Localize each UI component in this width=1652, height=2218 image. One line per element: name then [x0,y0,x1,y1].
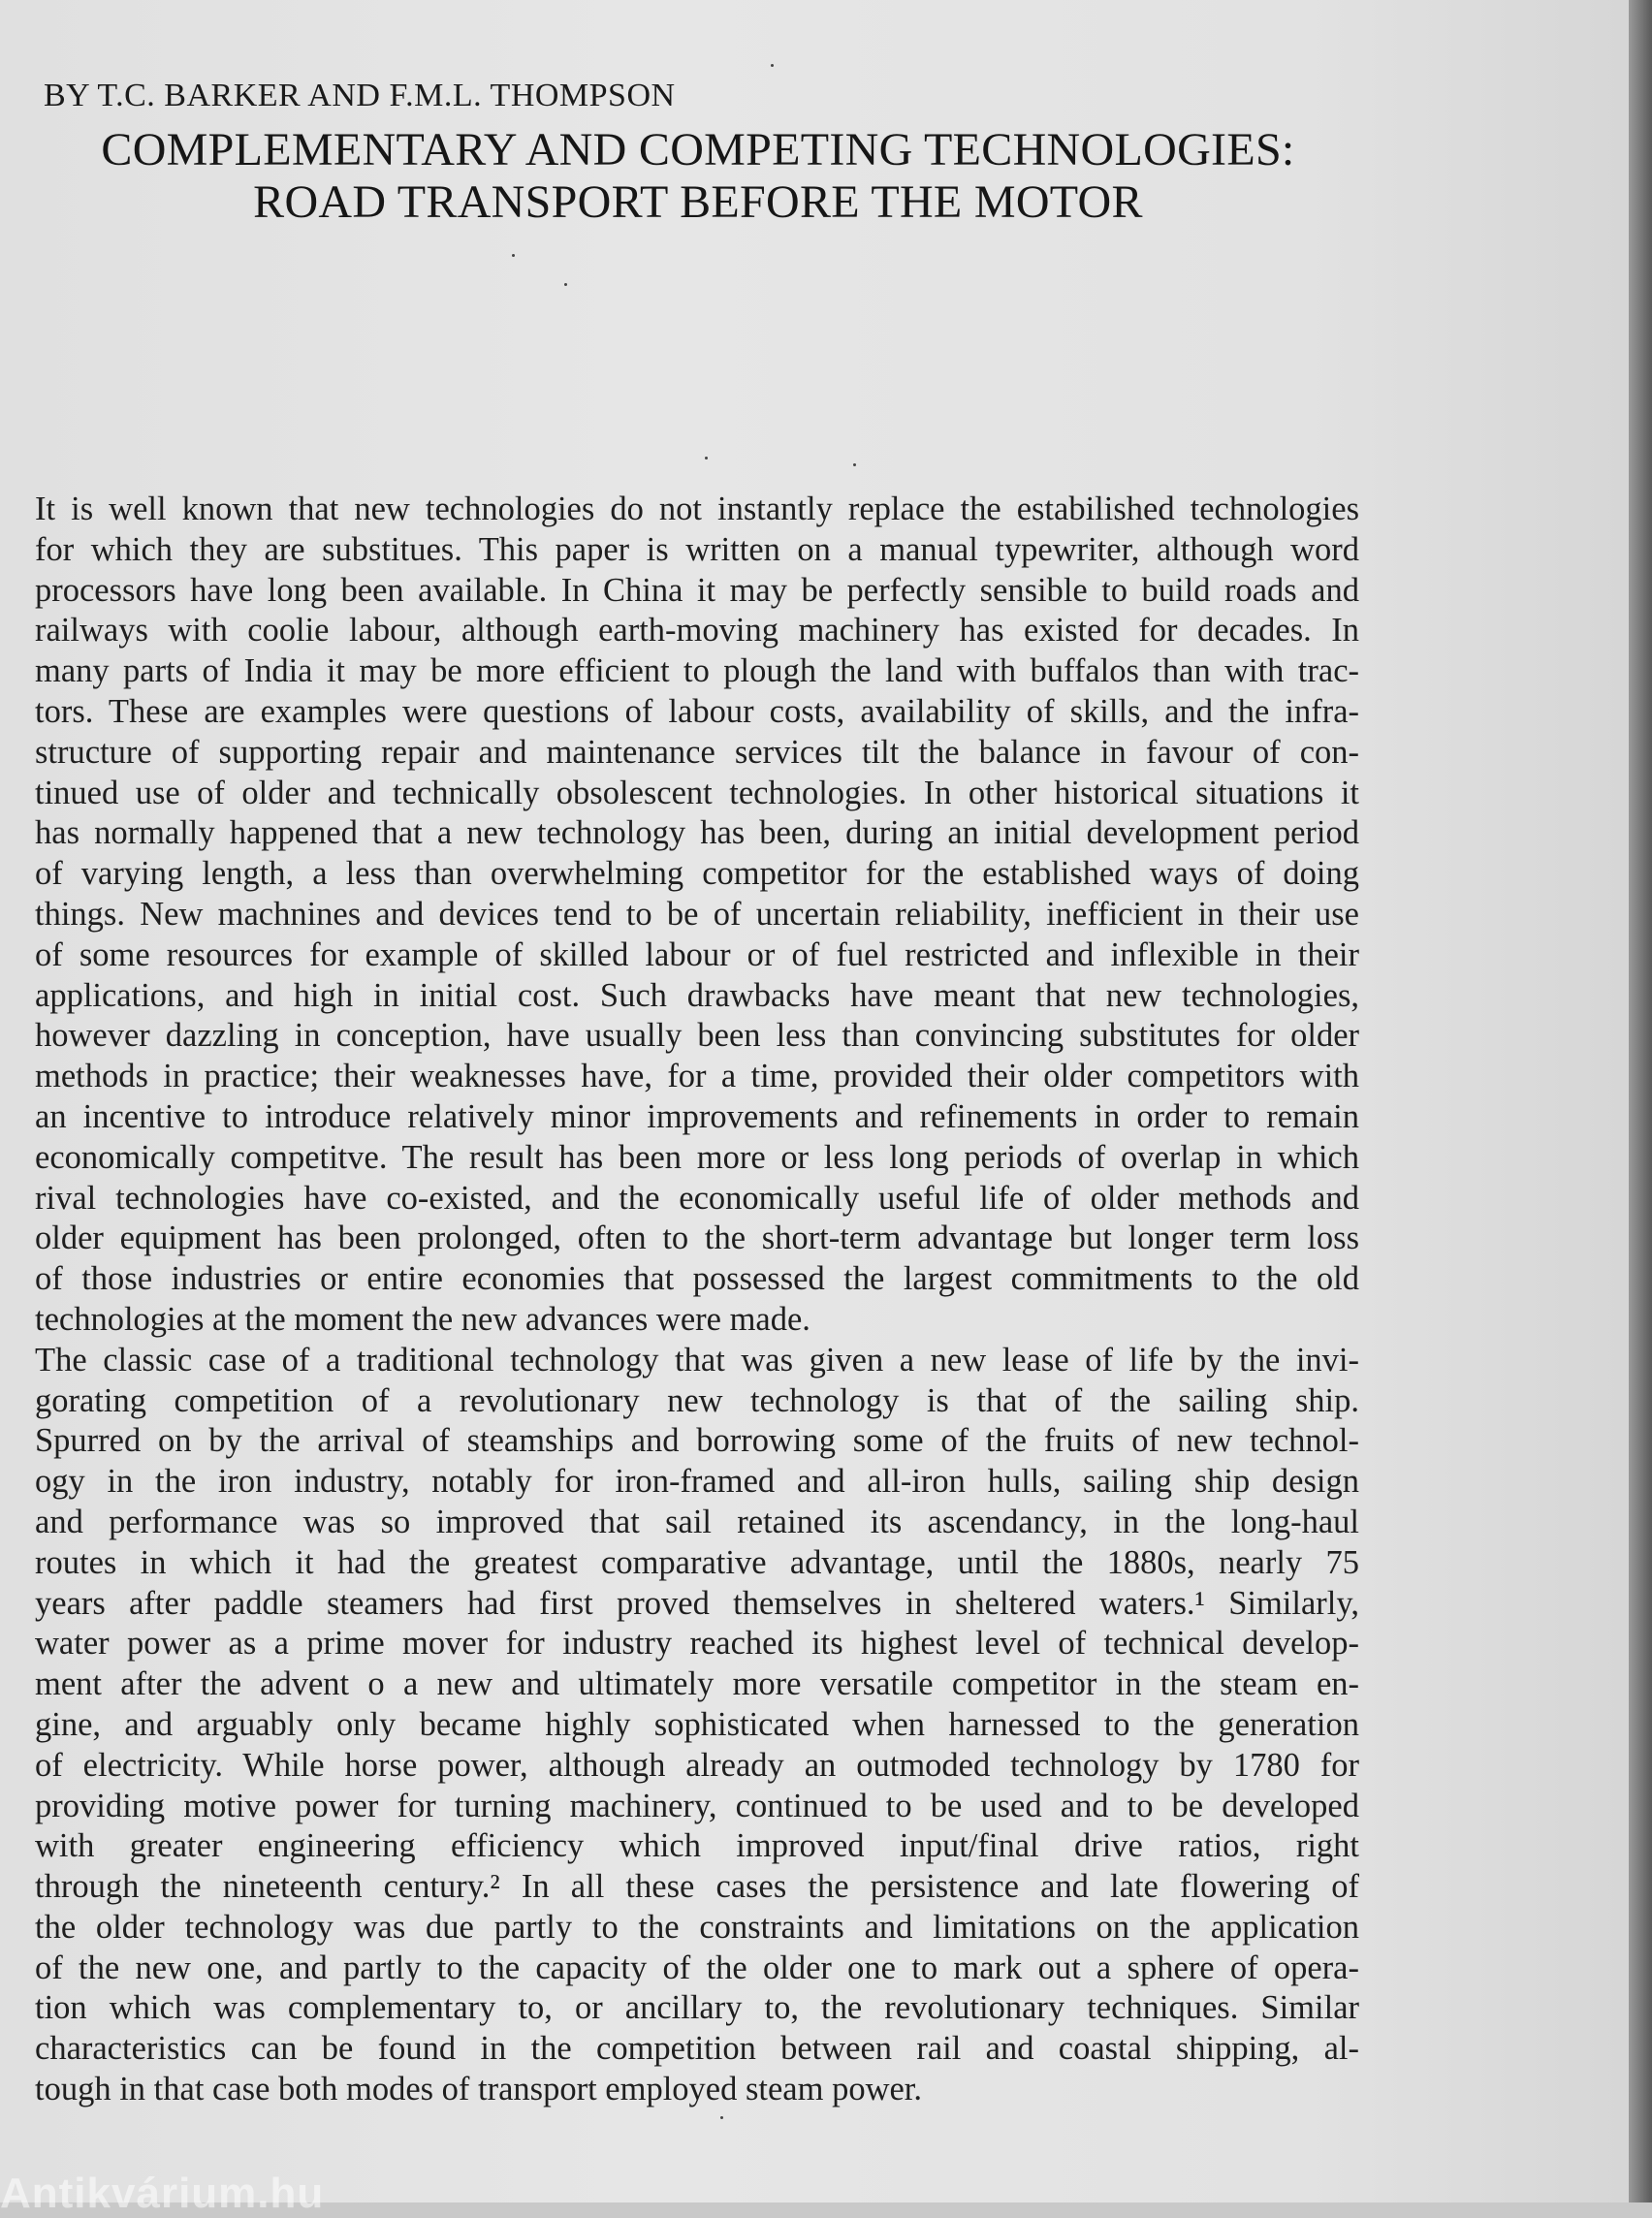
text-line: ogy in the iron industry, notably for iron-framed and all-iron hulls, sailing ship design [35,1463,1359,1501]
print-speck [512,254,515,257]
text-line: economically competitve. The result has been more or less long periods of overlap in which [35,1138,1359,1176]
text-line: gorating competition of a revolutionary new technology is that of the sailing ship. [35,1381,1359,1419]
text-line: technologies at the moment the new advances were made. [35,1300,810,1338]
author-byline: BY T.C. BARKER AND F.M.L. THOMPSON [44,78,676,113]
text-line: however dazzling in conception, have usually been less than convincing substitutes for older [35,1017,1359,1055]
text-line: of those industries or entire economies that possessed the largest commitments to the old [35,1260,1359,1298]
text-line: routes in which it had the greatest comparative advantage, until the 1880s, nearly 75 [35,1543,1359,1581]
text-line: tion which was complementary to, or ancillary to, the revolutionary techniques. Similar [35,1989,1359,2027]
text-line: tough in that case both modes of transport employed steam power. [35,2071,923,2108]
text-line: has normally happened that a new technology has been, during an initial development period [35,814,1359,852]
title-line: COMPLEMENTARY AND COMPETING TECHNOLOGIES: [101,124,1295,175]
text-line: with greater engineering efficiency which improved input/final drive ratios, right [35,1827,1359,1865]
text-line: methods in practice; their weaknesses have, for a time, provided their older competitors with [35,1058,1359,1095]
text-line: for which they are substitues. This paper is written on a manual typewriter, although word [35,530,1359,568]
print-speck [771,64,774,67]
text-line: applications, and high in initial cost. Such drawbacks have meant that new technologies, [35,976,1359,1014]
text-line: and performance was so improved that sail retained its ascendancy, in the long-haul [35,1503,1359,1540]
text-line: ment after the advent o a new and ultimately more versatile competitor in the steam en- [35,1665,1359,1703]
text-line: water power as a prime mover for industry reached its highest level of technical develop- [35,1625,1359,1663]
print-speck [853,463,856,466]
text-line: of some resources for example of skilled labour or of fuel restricted and inflexible in their [35,935,1359,973]
text-line: It is well known that new technologies do not instantly replace the estabilished technologies [35,491,1359,527]
text-line: an incentive to introduce relatively minor improvements and refinements in order to remain [35,1097,1359,1135]
text-line: Spurred on by the arrival of steamships and borrowing some of the fruits of new technol- [35,1422,1359,1460]
text-line: The classic case of a traditional technology that was given a new lease of life by the invi- [35,1341,1359,1378]
text-line: many parts of India it may be more efficient to plough the land with buffalos than with trac- [35,652,1359,690]
text-line: gine, and arguably only became highly sophisticated when harnessed to the generation [35,1705,1359,1743]
print-speck [564,283,567,286]
text-line: tinued use of older and technically obsolescent technologies. In other historical situations it [35,774,1359,811]
text-line: of the new one, and partly to the capacity of the older one to mark out a sphere of opera- [35,1949,1359,1986]
title-line: ROAD TRANSPORT BEFORE THE MOTOR [253,176,1143,228]
page-binding-edge [1629,0,1652,2202]
print-speck [705,457,708,459]
text-line: characteristics can be found in the competition between rail and coastal shipping, al- [35,2030,1359,2068]
text-line: railways with coolie labour, although earth-moving machinery has existed for decades. In [35,612,1359,650]
article-body [35,490,1359,2110]
text-line: of electricity. While horse power, although already an outmoded technology by 1780 for [35,1746,1359,1784]
text-line: the older technology was due partly to the constraints and limitations on the application [35,1908,1359,1946]
text-line: years after paddle steamers had first proved themselves in sheltered waters.¹ Similarly, [35,1584,1359,1622]
text-line: structure of supporting repair and maintenance services tilt the balance in favour of con- [35,733,1359,771]
text-line: through the nineteenth century.² In all these cases the persistence and late flowering of [35,1868,1359,1906]
text-line: of varying length, a less than overwhelming competitor for the established ways of doing [35,855,1359,893]
article-title [58,124,1338,229]
text-line: processors have long been available. In China it may be perfectly sensible to build roads and [35,571,1359,609]
text-line: older equipment has been prolonged, often to the short-term advantage but longer term loss [35,1220,1359,1257]
print-speck [720,2116,723,2119]
text-line: providing motive power for turning machinery, continued to be used and to be developed [35,1787,1359,1824]
text-line: tors. These are examples were questions of labour costs, availability of skills, and the infra- [35,692,1359,730]
text-line: rival technologies have co-existed, and the economically useful life of older methods and [35,1179,1359,1217]
text-line: things. New machnines and devices tend to be of uncertain reliability, inefficient in their use [35,895,1359,933]
watermark: Antikvárium.hu [0,2170,325,2217]
